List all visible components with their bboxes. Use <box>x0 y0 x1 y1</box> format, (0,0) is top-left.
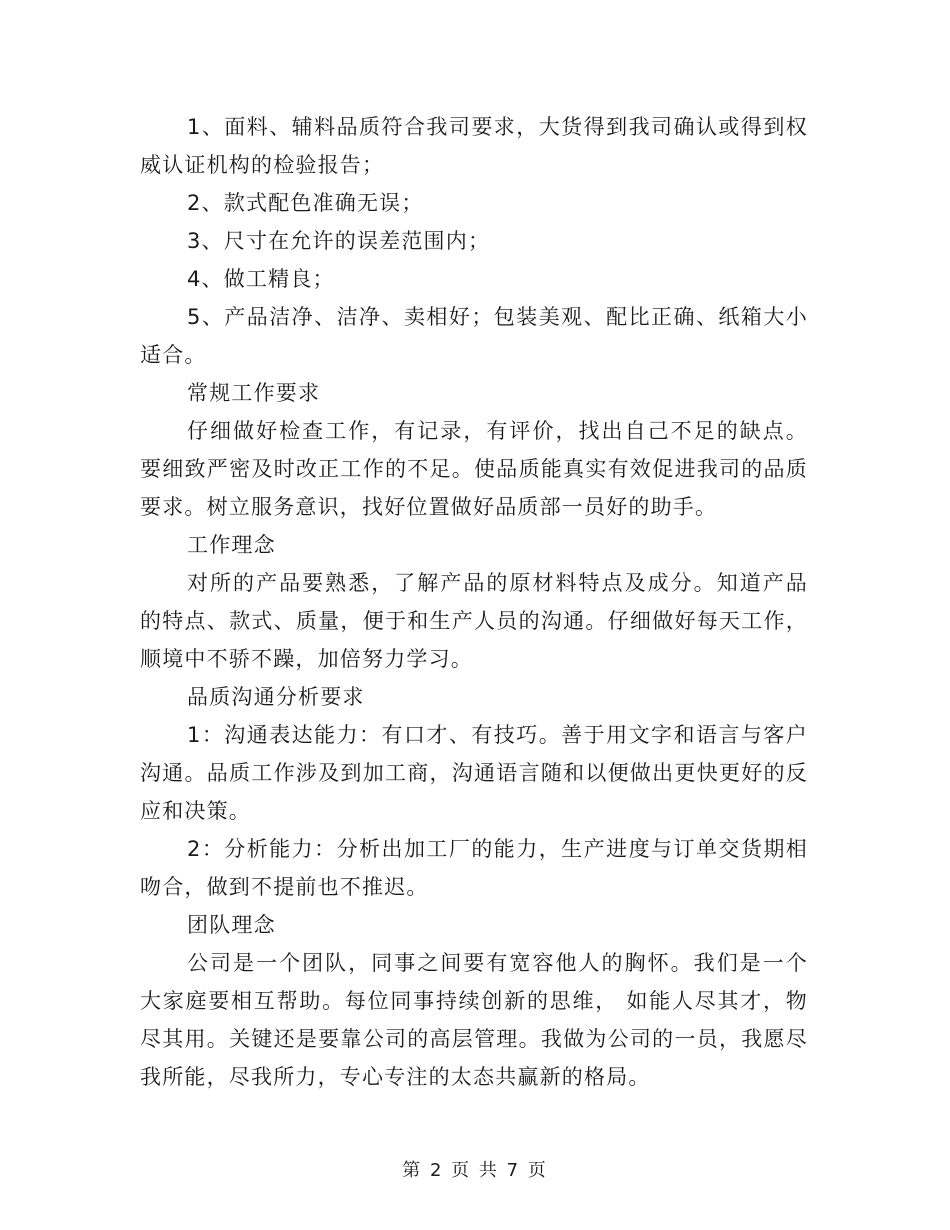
heading-work-philosophy: 工作理念 <box>187 533 276 557</box>
paragraph-requirement-4: 4、做工精良； <box>187 267 335 291</box>
paragraph-requirement-3: 3、尺寸在允许的误差范围内； <box>187 229 491 253</box>
paragraph-requirement-5: 5、产品洁净、洁净、卖相好；包装美观、配比正确、纸箱大小适合。 <box>140 305 808 367</box>
paragraph-routine-work: 仔细做好检查工作，有记录，有评价，找出自己不足的缺点。要细致严密及时改正工作的不足。使品质能真实有效促进我司的品质要求。树立服务意识，找好位置做好品质部一员好的助手。 <box>140 419 808 519</box>
heading-routine-work: 常规工作要求 <box>187 381 321 405</box>
page-number: 第 2 页 共 7 页 <box>402 1160 548 1181</box>
document-body <box>140 108 808 1096</box>
paragraph-analysis-skill: 2：分析能力：分析出加工厂的能力，生产进度与订单交货期相吻合，做到不提前也不推迟。 <box>140 837 808 899</box>
page-footer <box>0 1156 950 1182</box>
paragraph-work-philosophy: 对所的产品要熟悉，了解产品的原材料特点及成分。知道产品的特点、款式、质量，便于和生产人员的沟通。仔细做好每天工作，顺境中不骄不躁，加倍努力学习。 <box>140 571 808 671</box>
paragraph-team-philosophy: 公司是一个团队，同事之间要有宽容他人的胸怀。我们是一个大家庭要相互帮助。每位同事持续创新的思维， 如能人尽其才，物尽其用。关键还是要靠公司的高层管理。我做为公司的一员，我愿尽我所能，尽我所力，专心专注的太态共赢新的格局。 <box>140 951 808 1089</box>
paragraph-communication-skill: 1：沟通表达能力：有口才、有技巧。善于用文字和语言与客户沟通。品质工作涉及到加工商，沟通语言随和以便做出更快更好的反应和决策。 <box>140 723 808 823</box>
paragraph-requirement-1: 1、面料、辅料品质符合我司要求，大货得到我司确认或得到权威认证机构的检验报告； <box>140 115 808 177</box>
heading-team-philosophy: 团队理念 <box>187 913 276 937</box>
heading-quality-communication: 品质沟通分析要求 <box>187 685 365 709</box>
paragraph-requirement-2: 2、款式配色准确无误； <box>187 191 424 215</box>
